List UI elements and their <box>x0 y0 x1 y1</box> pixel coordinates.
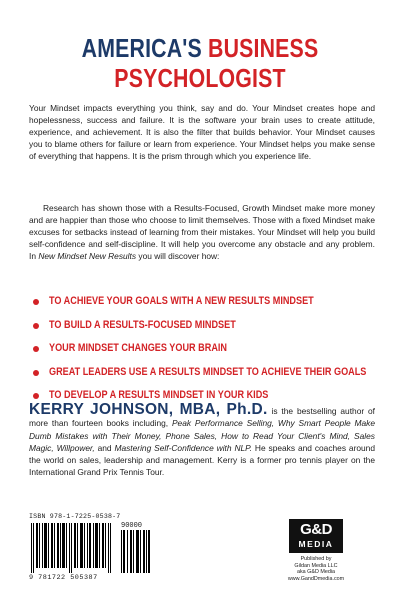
barcode-number: 9 781722 505387 <box>29 574 98 582</box>
publisher-logo <box>289 519 343 553</box>
bullet-dot-icon <box>33 299 39 305</box>
benefit-item: YOUR MINDSET CHANGES YOUR BRAIN <box>33 337 383 361</box>
benefit-list <box>33 290 383 408</box>
title-word-business: BUSINESS <box>208 33 319 63</box>
body-paragraph-1: Your Mindset impacts everything you think, say and do. Your Mindset creates hope and hopelessness, success and failure. It is the software your brain uses to create attitude, experience, and achievement. It is also the filter that builds behavior. Your Mindset causes you to blame others for failure or learn from experience. Your Mindset helps you make sense of everything that happens. It is the prism through which you experience life. <box>29 103 375 162</box>
benefit-item: TO ACHIEVE YOUR GOALS WITH A NEW RESULTS MINDSET <box>33 290 383 314</box>
isbn-label: ISBN 978-1-7225-0538-7 <box>29 513 121 520</box>
book-title-last: Mastering Self-Confidence with NLP. <box>114 442 252 453</box>
benefit-item: GREAT LEADERS USE A RESULTS MINDSET TO ACHIEVE THEIR GOALS <box>33 361 383 385</box>
body-paragraph-2: Research has shown those with a Results-Focused, Growth Mindset make more money and are happier than those who choose to limit themselves. Those with a fixed Mindset make excuses for setbacks instead of learning from their mistakes. Your Mindset will help you build self-confidence and self-discipline. It will help you overcome any obstacle and any problem. In New Mindset New Results you will discover how: <box>29 203 375 262</box>
bullet-dot-icon <box>33 323 39 329</box>
author-bio: KERRY JOHNSON, MBA, Ph.D. is the bestselling author of more than fourteen books including, Peak Performance Selling, Why Smart People Make Dumb Mistakes with Their Money, Phone Sales, How to Read Your Client's Mind, Sales Magic, Willpower, and Mastering Self-Confidence with NLP. He speaks and coaches around the world on sales, leadership and management. Kerry is a former pro tennis player on the International Grand Prix Tennis Tour. <box>29 401 376 478</box>
bullet-dot-icon <box>33 370 39 376</box>
book-list: Peak Performance Selling, Why Smart People Make Dumb Mistakes with Their Money, Phone Sales, How to Read Your Client's Mind, Sales Magic, Willpower, <box>29 418 376 453</box>
barcode-icon <box>31 523 113 573</box>
title-line-1 <box>36 34 364 62</box>
benefit-item: TO BUILD A RESULTS-FOCUSED MINDSET <box>33 314 383 338</box>
barcode-addon-number: 90000 <box>121 522 143 530</box>
publisher-info: Published by Gildan Media LLC aka G&D Media www.GandDmedia.com <box>287 556 345 582</box>
bullet-dot-icon <box>33 346 39 352</box>
author-name: KERRY JOHNSON, MBA, Ph.D. <box>29 401 268 418</box>
barcode-addon-bars <box>121 530 151 573</box>
benefit-item: TO DEVELOP A RESULTS MINDSET IN YOUR KIDS <box>33 384 383 408</box>
bullet-dot-icon <box>33 393 39 399</box>
logo-text-top: G&D <box>300 521 332 538</box>
title-word-americas: AMERICA'S <box>81 33 202 63</box>
isbn-barcode <box>29 513 153 583</box>
book-title-inline: New Mindset New Results <box>38 251 137 262</box>
title-line-2: PSYCHOLOGIST <box>114 63 286 93</box>
logo-text-bottom: MEDIA <box>298 539 334 549</box>
